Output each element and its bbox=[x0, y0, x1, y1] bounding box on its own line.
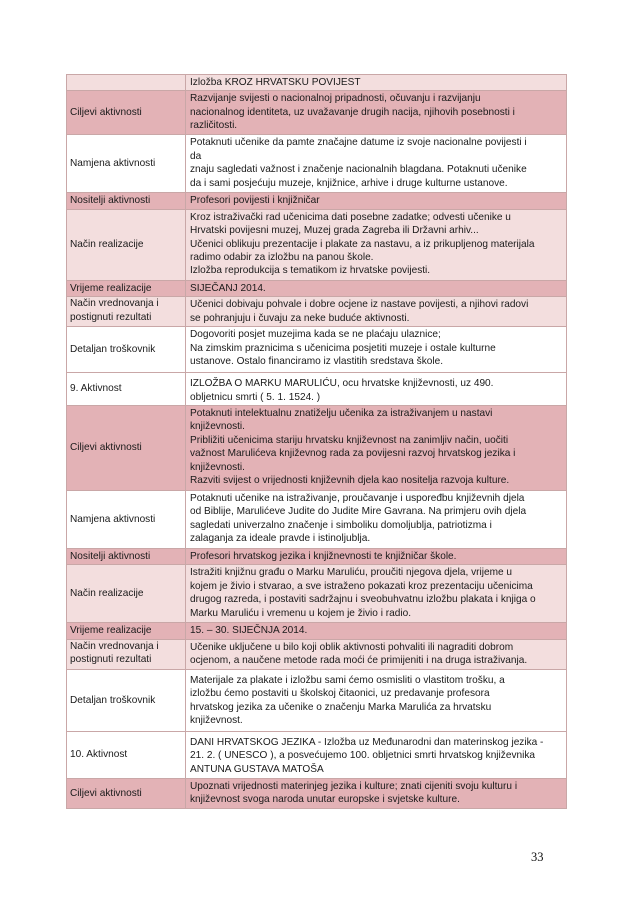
row-label: 10. Aktivnost bbox=[67, 731, 186, 778]
table-row bbox=[67, 373, 567, 406]
table-row bbox=[67, 639, 567, 669]
content-line: Potaknuti učenike na istraživanje, proučavanje i uspoređbu književnih djela bbox=[190, 493, 525, 505]
table-row bbox=[67, 623, 567, 639]
content-line: Izložba reprodukcija s tematikom iz hrvatske povijesti. bbox=[190, 265, 431, 277]
content-line: Potaknuti intelektualnu znatiželju učenika za istraživanjem u nastavi bbox=[190, 408, 493, 420]
row-content bbox=[186, 731, 567, 778]
table-row bbox=[67, 406, 567, 491]
table-row bbox=[67, 549, 567, 565]
page-number: 33 bbox=[531, 850, 544, 864]
content-line: da bbox=[190, 150, 202, 162]
content-line: radimo odabir za izložbu na panou škole. bbox=[190, 252, 374, 264]
row-label: Vrijeme realizacije bbox=[67, 280, 186, 296]
content-line: Učenike uključene u bilo koji oblik aktivnosti pohvaliti ili nagraditi dobrom bbox=[190, 641, 514, 653]
row-label: Način vrednovanja i postignuti rezultati bbox=[67, 297, 186, 327]
content-line: Razvijanje svijesti o nacionalnoj pripadnosti, očuvanju i razvijanju bbox=[190, 93, 481, 105]
row-label: Namjena aktivnosti bbox=[67, 135, 186, 193]
content-line: književnost. bbox=[190, 715, 243, 727]
content-line: sagledati univerzalno značenje i simboliku domoljublja, patriotizma i bbox=[190, 519, 492, 531]
content-line: nacionalnog identiteta, uz uvažavanje drugih nacija, njihovih posebnosti i bbox=[190, 106, 515, 118]
content-line: zalaganja za ideale pravde i istinoljublja. bbox=[190, 533, 371, 545]
table-row bbox=[67, 778, 567, 808]
row-content bbox=[186, 327, 567, 373]
row-content bbox=[186, 778, 567, 808]
content-line: znaju sagledati važnost i značenje nacionalnih blagdana. Potaknuti učenike bbox=[190, 164, 527, 176]
table-row bbox=[67, 327, 567, 373]
content-line: književnosti. bbox=[190, 461, 245, 473]
row-label: Način realizacije bbox=[67, 209, 186, 280]
content-line: Približiti učenicima stariju hrvatsku književnost na zanimljiv način, uočiti bbox=[190, 434, 509, 446]
content-line: Materijale za plakate i izložbu sami ćemo osmisliti o vlastitom trošku, a bbox=[190, 674, 505, 686]
row-label: Ciljevi aktivnosti bbox=[67, 91, 186, 135]
row-content bbox=[186, 565, 567, 623]
table-row bbox=[67, 135, 567, 193]
content-line: Na zimskim praznicima s učenicima posjetiti muzeje i ostale kulturne bbox=[190, 342, 496, 354]
content-line: Razviti svijest o vrijednosti književnih djela kao nositelja razvoja kulture. bbox=[190, 475, 510, 487]
content-line: Učenici dobivaju pohvale i dobre ocjene iz nastave povijesti, a njihovi radovi bbox=[190, 299, 529, 311]
row-content bbox=[186, 669, 567, 731]
row-label: Detaljan troškovnik bbox=[67, 327, 186, 373]
row-content bbox=[186, 280, 567, 296]
content-line: književnost svoga naroda unutar europske i svjetske kulture. bbox=[190, 794, 460, 806]
content-line: obljetnicu smrti ( 5. 1. 1524. ) bbox=[190, 391, 321, 403]
table-row bbox=[67, 91, 567, 135]
content-line: Kroz istraživački rad učenicima dati posebne zadatke; odvesti učenike u bbox=[190, 211, 511, 223]
content-line: drugog razreda, i postaviti sadržajnu i sveobuhvatnu izložbu plakata i knjiga o bbox=[190, 594, 536, 606]
content-line: Istražiti knjižnu građu o Marku Maruliću, proučiti njegova djela, vrijeme u bbox=[190, 567, 513, 579]
row-content bbox=[186, 639, 567, 669]
row-content bbox=[186, 373, 567, 406]
content-line: različitosti. bbox=[190, 120, 238, 132]
content-line: Učenici oblikuju prezentacije i plakate za nastavu, a iz prikupljenog materijala bbox=[190, 238, 535, 250]
content-line: ustanove. Ostalo financiramo iz vlastitih sredstava škole. bbox=[190, 356, 444, 368]
table-row bbox=[67, 209, 567, 280]
content-line: ocjenom, a naučene metode rada moći će primijeniti i na druga istraživanja. bbox=[190, 655, 528, 667]
activity-table bbox=[66, 74, 567, 809]
row-label: Način realizacije bbox=[67, 565, 186, 623]
table-row bbox=[67, 75, 567, 91]
content-line: Izložba KROZ HRVATSKU POVIJEST bbox=[190, 77, 361, 88]
row-content bbox=[186, 193, 567, 209]
row-content bbox=[186, 297, 567, 327]
row-content bbox=[186, 91, 567, 135]
content-line: Upoznati vrijednosti materinjeg jezika i kulture; znati cijeniti svoju kulturu i bbox=[190, 780, 518, 792]
content-line: ANTUNA GUSTAVA MATOŠA bbox=[190, 763, 324, 775]
row-content bbox=[186, 135, 567, 193]
content-line: od Biblije, Marulićeve Judite do Judite Mire Gavrana. Na primjeru ovih djela bbox=[190, 506, 527, 518]
row-label: Nositelji aktivnosti bbox=[67, 549, 186, 565]
content-line: hrvatskog jezika za učenike o značenju Marka Marulića za hrvatsku bbox=[190, 701, 492, 713]
table-row bbox=[67, 280, 567, 296]
row-label: Ciljevi aktivnosti bbox=[67, 406, 186, 491]
table-row bbox=[67, 297, 567, 327]
row-label: Detaljan troškovnik bbox=[67, 669, 186, 731]
row-content bbox=[186, 491, 567, 549]
content-line: SIJEČANJ 2014. bbox=[190, 282, 266, 294]
content-line: 15. – 30. SIJEČNJA 2014. bbox=[190, 625, 308, 637]
table-row bbox=[67, 731, 567, 778]
content-line: Profesori hrvatskog jezika i knjižnevnosti te knjižničar škole. bbox=[190, 551, 457, 563]
row-content bbox=[186, 549, 567, 565]
row-content bbox=[186, 75, 567, 91]
row-label: Namjena aktivnosti bbox=[67, 491, 186, 549]
row-content bbox=[186, 623, 567, 639]
content-line: izložbu ćemo postaviti u školskoj čitaonici, uz predavanje profesora bbox=[190, 688, 490, 700]
content-line: književnosti. bbox=[190, 421, 245, 433]
content-line: DANI HRVATSKOG JEZIKA - Izložba uz Međunarodni dan materinskog jezika - bbox=[190, 736, 544, 748]
content-line: važnost Marulićeva književnog rada za povijesni razvoj hrvatskog jezika i bbox=[190, 448, 516, 460]
content-line: IZLOŽBA O MARKU MARULIĆU, ocu hrvatske književnosti, uz 490. bbox=[190, 378, 494, 390]
content-line: Dogovoriti posjet muzejima kada se ne plaćaju ulaznice; bbox=[190, 329, 441, 341]
row-content bbox=[186, 406, 567, 491]
content-line: Profesori povijesti i knjižničar bbox=[190, 195, 320, 207]
row-label: Način vrednovanja i postignuti rezultati bbox=[67, 639, 186, 669]
content-line: kojem je živio i stvarao, a sve istraženo pokazati kroz prezentaciju učenicima bbox=[190, 580, 533, 592]
content-line: se pohranjuju i čuvaju za neke buduće aktivnosti. bbox=[190, 312, 410, 324]
row-label: 9. Aktivnost bbox=[67, 373, 186, 406]
table-row bbox=[67, 193, 567, 209]
content-line: 21. 2. ( UNESCO ), a posvećujemo 100. obljetnici smrti hrvatskog književnika bbox=[190, 750, 536, 762]
row-content bbox=[186, 209, 567, 280]
content-line: Marku Maruliću i vremenu u kojem je živio i radio. bbox=[190, 607, 412, 619]
row-label bbox=[67, 75, 186, 91]
content-line: Potaknuti učenike da pamte značajne datume iz svoje nacionalne povijesti i bbox=[190, 137, 527, 149]
table-row bbox=[67, 565, 567, 623]
table-row bbox=[67, 491, 567, 549]
table-row bbox=[67, 669, 567, 731]
row-label: Vrijeme realizacije bbox=[67, 623, 186, 639]
content-line: Hrvatski povijesni muzej, Muzej grada Zagreba ili Državni arhiv... bbox=[190, 225, 479, 237]
content-line: da i sami posjećuju muzeje, knjižnice, arhive i druge kulturne ustanove. bbox=[190, 177, 508, 189]
row-label: Ciljevi aktivnosti bbox=[67, 778, 186, 808]
row-label: Nositelji aktivnosti bbox=[67, 193, 186, 209]
